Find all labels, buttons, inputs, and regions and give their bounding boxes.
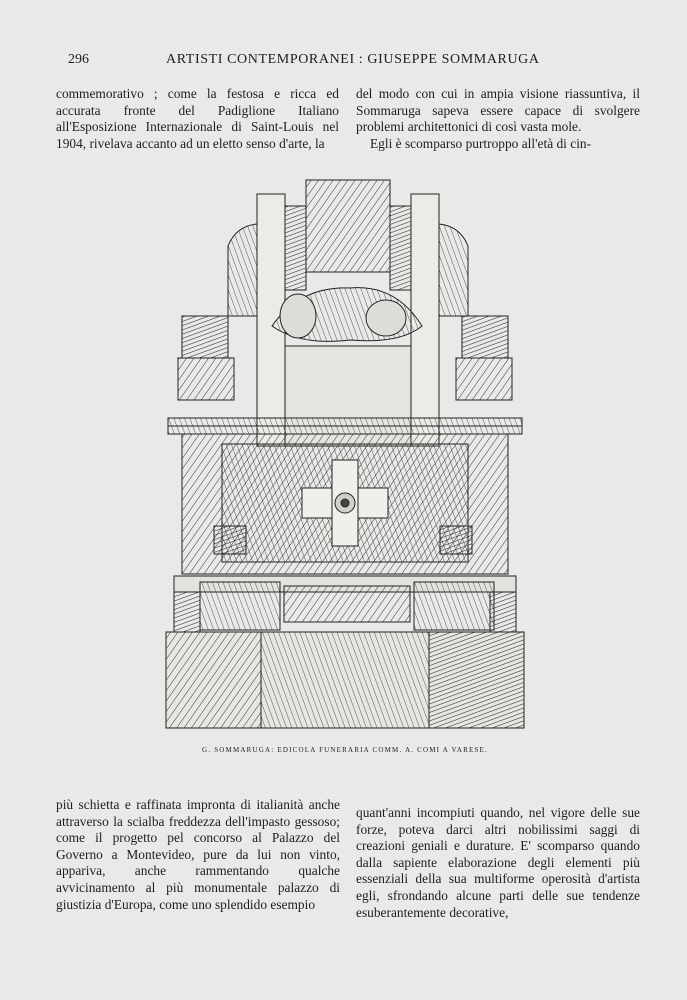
funerary-chapel-illustration [160,176,530,732]
running-title: ARTISTI CONTEMPORANEI : GIUSEPPE SOMMARUGA [166,52,540,67]
text-column-top-left [56,86,339,152]
text-column-bottom-left [56,797,340,913]
paragraph: commemorativo ; come la festosa e ricca ed accurata fronte del Padiglione Italiano all'Esposizione Internazionale di Saint-Louis nel 1904, rivelava accanto ad un eletto senso d'arte, la [56,86,339,151]
text-column-top-right [356,86,640,152]
paragraph: del modo con cui in ampia visione riassuntiva, il Sommaruga sapeva essere capace di svolgere problemi architettonici di così vasta mole. [356,86,640,135]
paragraph: Egli è scomparso purtroppo all'età di cin- [370,135,592,151]
paragraph: quant'anni incompiuti quando, nel vigore delle sue forze, poteva darci altri nobilissimi saggi di creazioni geniali e durature. E' scomparso quando dalla sapiente elaborazione degli elementi più essenziali della sua multiforme operosità d'artista egli, sfrondando alcune parti delle sue tendenze esuberantemente decorative, [356,805,640,920]
figure-caption: G. SOMMARUGA: EDICOLA FUNERARIA COMM. A. COMI A VARESE. [202,746,488,754]
paragraph: più schietta e raffinata impronta di italianità anche attraverso la scialba freddezza dell'impasto gessoso; come il progetto pel concorso al Palazzo del Governo a Montevideo, pure da lui non vinto, appariva, anche rammentando qualche avvicinamento al più monumentale palazzo di giustizia d'Europa, come uno splendido esempio [56,797,340,912]
page-number: 296 [68,52,89,67]
text-column-bottom-right [356,805,640,921]
